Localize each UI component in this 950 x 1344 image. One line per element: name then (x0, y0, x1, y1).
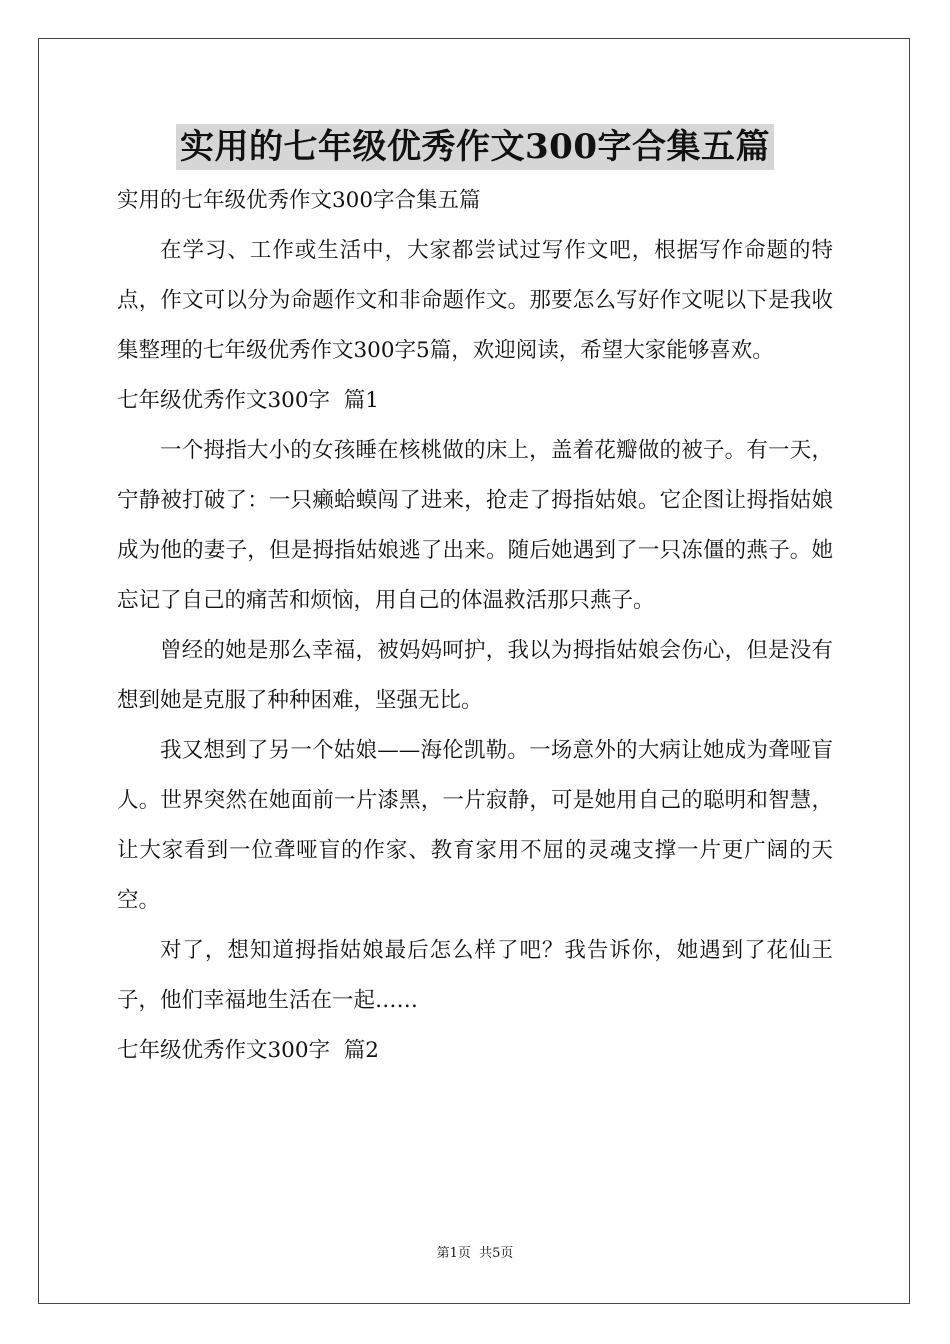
section1-paragraph-4: 对了，想知道拇指姑娘最后怎么样了吧？我告诉你，她遇到了花仙王子，他们幸福地生活在一起…… (117, 938, 833, 1013)
page-footer: 第1页 共5页 (436, 1246, 514, 1261)
document-title-wrap (0, 124, 950, 170)
section1-paragraph-1: 一个拇指大小的女孩睡在核桃做的床上，盖着花瓣做的被子。有一天，宁静被打破了：一只癞蛤蟆闯了进来，抢走了拇指姑娘。它企图让拇指姑娘成为他的妻子，但是拇指姑娘逃了出来。随后她遇到了一只冻僵的燕子。她忘记了自己的痛苦和烦恼，用自己的体温救活那只燕子。 (117, 438, 833, 613)
section-heading-2: 七年级优秀作文300字 篇2 (117, 1038, 379, 1063)
subtitle: 实用的七年级优秀作文300字合集五篇 (117, 188, 481, 213)
document-title: 实用的七年级优秀作文300字合集五篇 (176, 124, 774, 170)
section1-paragraph-3: 我又想到了另一个姑娘——海伦凯勒。一场意外的大病让她成为聋哑盲人。世界突然在她面前一片漆黑，一片寂静，可是她用自己的聪明和智慧，让大家看到一位聋哑盲的作家、教育家用不屈的灵魂支撑一片更广阔的天空。 (117, 738, 833, 913)
section1-paragraph-2: 曾经的她是那么幸福，被妈妈呵护，我以为拇指姑娘会伤心，但是没有想到她是克服了种种困难，坚强无比。 (117, 638, 833, 713)
document-body (117, 176, 833, 1076)
section-heading-1: 七年级优秀作文300字 篇1 (117, 388, 379, 413)
intro-paragraph: 在学习、工作或生活中，大家都尝试过写作文吧，根据写作命题的特点，作文可以分为命题作文和非命题作文。那要怎么写好作文呢以下是我收集整理的七年级优秀作文300字5篇，欢迎阅读，希望大家能够喜欢。 (117, 238, 833, 363)
